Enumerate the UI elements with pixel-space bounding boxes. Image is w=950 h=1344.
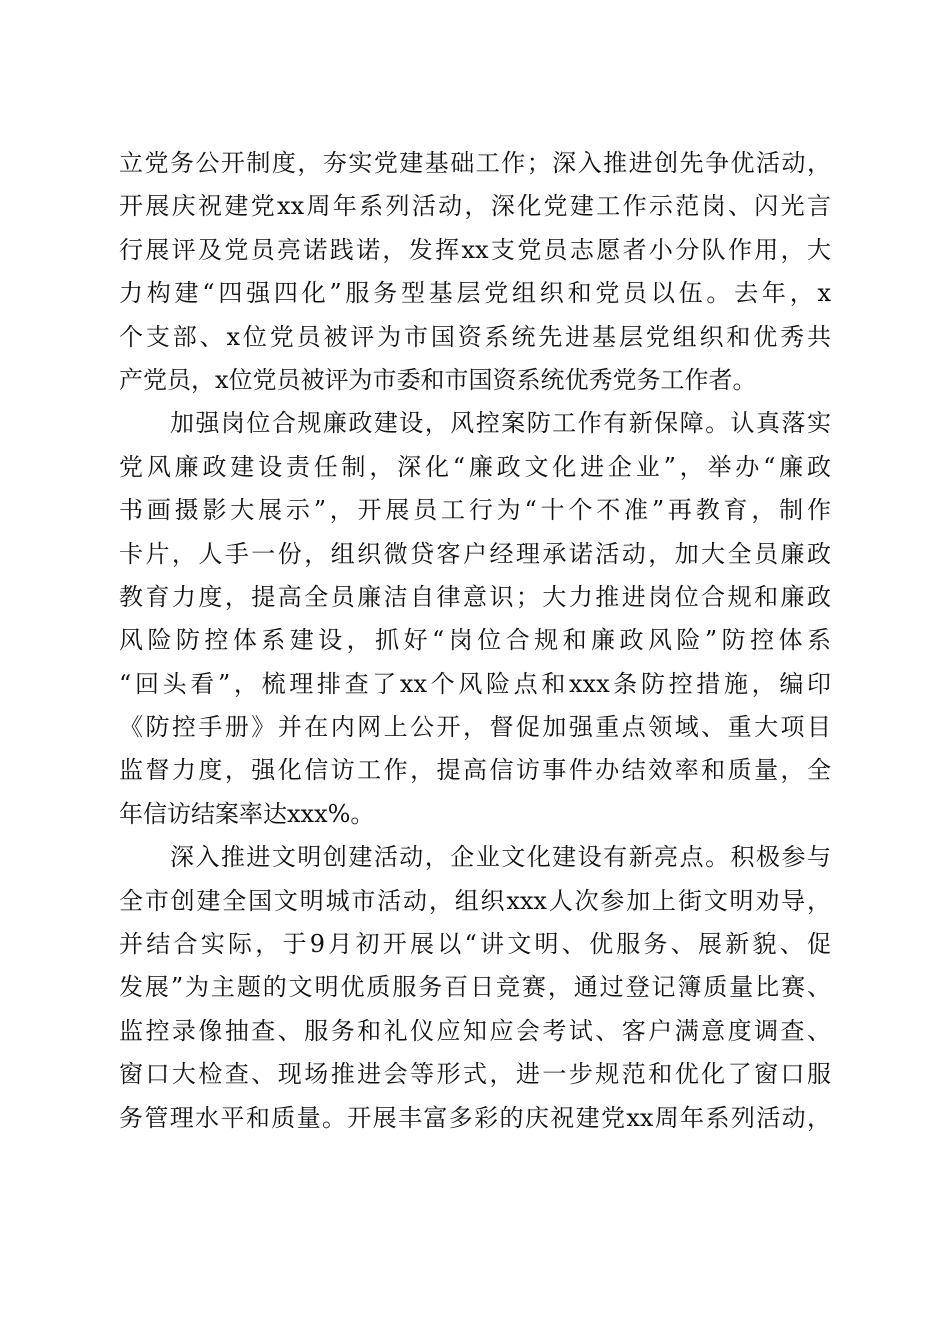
text-line: 党风廉政建设责任制，深化“廉政文化进企业”，举办“廉政	[119, 452, 831, 481]
paragraph-civilization	[119, 836, 831, 1140]
text-line: 《防控手册》并在内网上公开，督促加强重点领域、重大项目	[119, 713, 831, 742]
text-line: 并结合实际，于9月初开展以“讲文明、优服务、展新貌、促	[119, 930, 831, 959]
text-line: 加强岗位合规廉政建设，风控案防工作有新保障。认真落实	[119, 409, 831, 438]
text-line: 全市创建全国文明城市活动，组织xxx人次参加上街文明劝导，	[119, 886, 831, 915]
text-line: 发展”为主题的文明优质服务百日竞赛，通过登记簿质量比赛、	[119, 973, 831, 1002]
text-line: 年信访结案率达xxx%。	[119, 799, 375, 828]
text-line: 书画摄影大展示”，开展员工行为“十个不准”再教育，制作	[119, 496, 831, 525]
text-line: 窗口大检查、现场推进会等形式，进一步规范和优化了窗口服	[119, 1060, 831, 1089]
text-line: 卡片，人手一份，组织微贷客户经理承诺活动，加大全员廉政	[119, 539, 831, 568]
text-line: 教育力度，提高全员廉洁自律意识；大力推进岗位合规和廉政	[119, 582, 831, 611]
text-line: 产党员，x位党员被评为市委和市国资系统优秀党务工作者。	[119, 365, 757, 394]
text-line: 立党务公开制度，夯实党建基础工作；深入推进创先争优活动，	[119, 149, 831, 177]
text-line: 监督力度，强化信访工作，提高信访事件办结效率和质量，全	[119, 756, 831, 785]
text-line: 务管理水平和质量。开展丰富多彩的庆祝建党xx周年系列活动，	[119, 1103, 831, 1132]
text-line: 深入推进文明创建活动，企业文化建设有新亮点。积极参与	[119, 843, 831, 872]
paragraph-party-building	[119, 142, 831, 402]
text-line: 开展庆祝建党xx周年系列活动，深化党建工作示范岗、闪光言	[119, 192, 831, 221]
text-line: 个支部、x位党员被评为市国资系统先进基层党组织和优秀共	[119, 322, 831, 351]
text-line: 力构建“四强四化”服务型基层党组织和党员以伍。去年，x	[119, 279, 831, 308]
document-body	[119, 142, 831, 1140]
text-line: 风险防控体系建设，抓好“岗位合规和廉政风险”防控体系	[119, 626, 831, 655]
text-line: 监控录像抽查、服务和礼仪应知应会考试、客户满意度调查、	[119, 1016, 831, 1045]
text-line: 行展评及党员亮诺践诺，发挥xx支党员志愿者小分队作用，大	[119, 235, 831, 264]
paragraph-compliance	[119, 402, 831, 836]
text-line: “回头看”，梳理排查了xx个风险点和xxx条防控措施，编印	[119, 669, 831, 698]
